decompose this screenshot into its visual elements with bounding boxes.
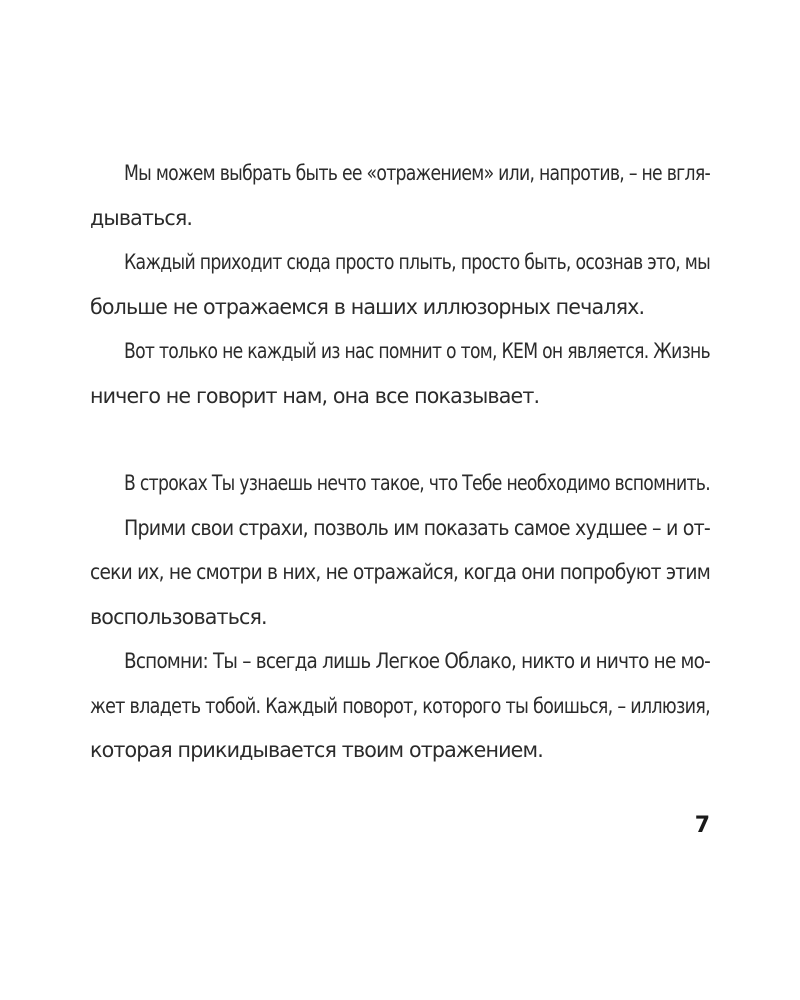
text-line: Вот только не каждый из нас помнит о том, КЕМ он является. Жизнь: [124, 339, 710, 364]
text-line: ничего не говорит нам, она все показывает.: [90, 383, 540, 409]
section-gap: [90, 419, 710, 462]
text-line: Каждый приходит сюда просто плыть, просто быть, осознав это, мы: [124, 250, 711, 275]
text-line: больше не отражаемся в наших иллюзорных печалях.: [90, 294, 645, 320]
text-line: Вспомни: Ты – всегда лишь Легкое Облако, никто и ничто не мо-: [124, 649, 711, 674]
text-line: Мы можем выбрать быть ее «отражением» или, напротив, – не вгля-: [124, 161, 710, 186]
text-line: которая прикидывается твоим отражением.: [90, 738, 543, 763]
page-body: [90, 152, 710, 774]
text-line: Прими свои страхи, позволь им показать самое худшее – и от-: [124, 515, 711, 541]
text-line: воспользоваться.: [90, 604, 267, 630]
page-number: 7: [694, 813, 710, 838]
text-line: секи их, не смотри в них, не отражайся, когда они попробуют этим: [90, 560, 710, 585]
text-line: дываться.: [90, 205, 193, 231]
text-line: В строках Ты узнаешь нечто такое, что Тебе необходимо вспомнить.: [124, 471, 711, 496]
text-line: жет владеть тобой. Каждый поворот, которого ты боишься, – иллюзия,: [90, 693, 710, 719]
